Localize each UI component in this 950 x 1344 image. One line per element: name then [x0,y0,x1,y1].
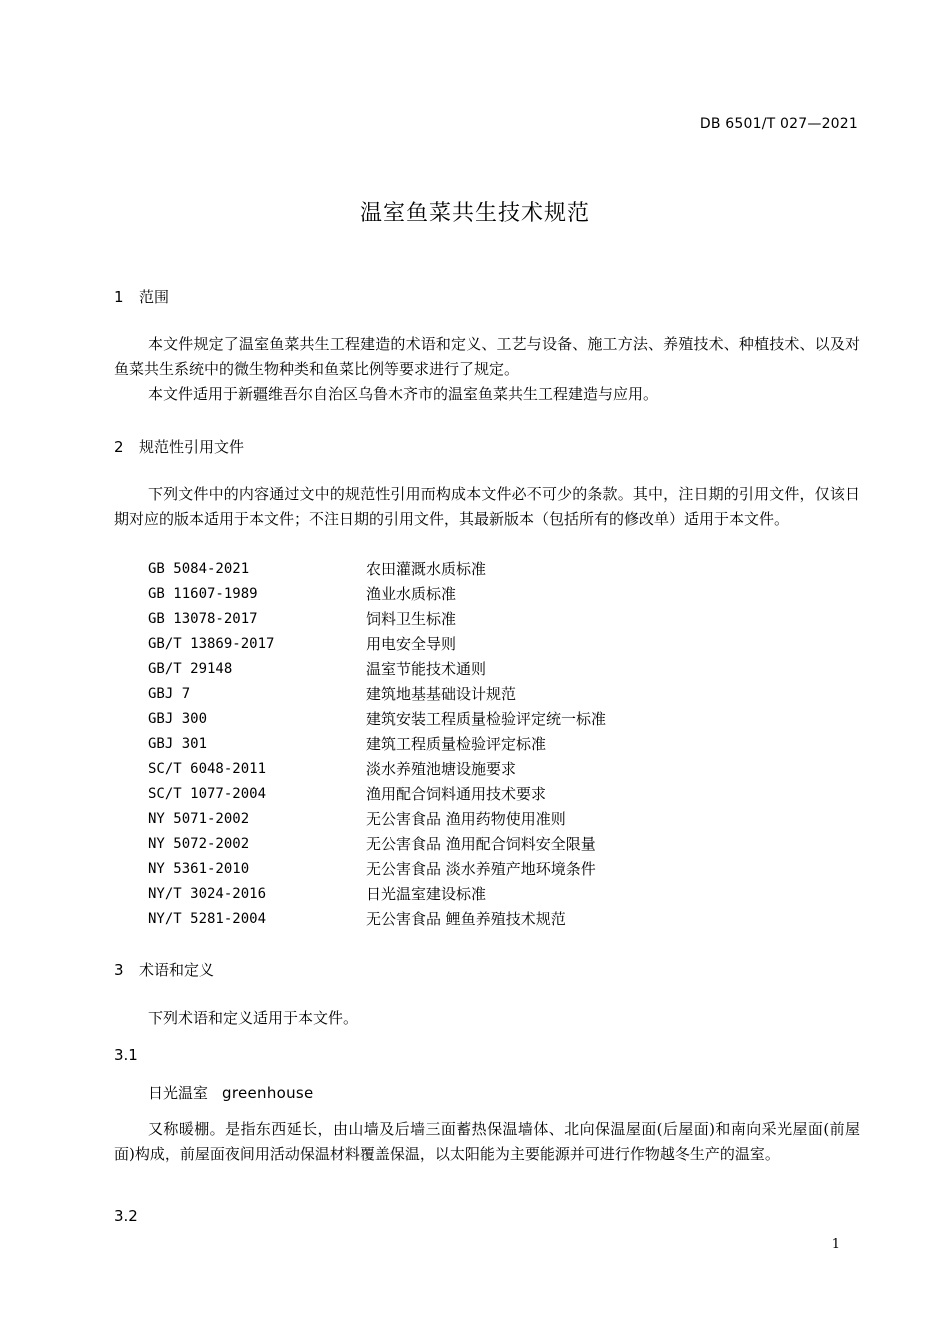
page-number: 1 [831,1237,840,1252]
clause-number-3-1: 3.1 [114,1046,138,1064]
section-heading-scope [114,286,169,307]
reference-item [148,557,860,582]
reference-name: 建筑工程质量检验评定标准 [366,735,547,753]
reference-code: GB 11607-1989 [148,586,258,602]
reference-item [148,807,860,832]
reference-item [148,682,860,707]
reference-item [148,707,860,732]
terms-intro-paragraph: 下列术语和定义适用于本文件。 [148,1009,359,1027]
reference-name: 建筑地基基础设计规范 [366,685,517,703]
clause-number-3-2: 3.2 [114,1207,138,1225]
term-english: greenhouse [222,1084,314,1102]
reference-code: NY 5071-2002 [148,811,250,827]
reference-item [148,582,860,607]
reference-code: SC/T 6048-2011 [148,761,267,777]
reference-name: 无公害食品 渔用药物使用准则 [366,810,566,828]
reference-code: GBJ 300 [148,711,208,727]
section-title: 规范性引用文件 [139,438,245,456]
term-definition: 又称暖棚。是指东西延长，由山墙及后墙三面蓄热保温墙体、北向保温屋面(后屋面)和南向采光屋面(前屋面)构成，前屋面夜间用活动保温材料覆盖保温，以太阳能为主要能源并可进行作物越冬生产的温室。 [114,1120,860,1163]
reference-item [148,907,860,932]
reference-code: GB 13078-2017 [148,611,258,627]
reference-name: 饲料卫生标准 [366,610,457,628]
reference-item [148,832,860,857]
scope-paragraph-1: 本文件规定了温室鱼菜共生工程建造的术语和定义、工艺与设备、施工方法、养殖技术、种植技术、以及对鱼菜共生系统中的微生物种类和鱼菜比例等要求进行了规定。 [114,335,860,378]
reference-code: NY 5072-2002 [148,836,250,852]
reference-item [148,657,860,682]
scope-paragraph-2: 本文件适用于新疆维吾尔自治区乌鲁木齐市的温室鱼菜共生工程建造与应用。 [148,385,659,403]
reference-item [148,632,860,657]
reference-code: GBJ 7 [148,686,191,702]
reference-name: 温室节能技术通则 [366,660,487,678]
section-title: 术语和定义 [139,961,215,979]
section-title: 范围 [139,288,170,306]
reference-code: SC/T 1077-2004 [148,786,267,802]
reference-item [148,607,860,632]
reference-code: GB/T 13869-2017 [148,636,275,652]
reference-name: 渔业水质标准 [366,585,457,603]
section-number: 3 [114,961,124,979]
term-chinese: 日光温室 [148,1084,209,1102]
reference-name: 用电安全导则 [366,635,457,653]
reference-name: 建筑安装工程质量检验评定统一标准 [366,710,607,728]
section-heading-terms-definitions [114,959,214,980]
reference-code: NY/T 5281-2004 [148,911,267,927]
reference-code: GB 5084-2021 [148,561,250,577]
reference-name: 农田灌溉水质标准 [366,560,487,578]
reference-name: 渔用配合饲料通用技术要求 [366,785,547,803]
section-number: 2 [114,438,124,456]
document-title: 温室鱼菜共生技术规范 [359,201,590,226]
reference-item [148,882,860,907]
reference-name: 无公害食品 渔用配合饲料安全限量 [366,835,596,853]
reference-item [148,732,860,757]
reference-item [148,782,860,807]
references-intro-paragraph: 下列文件中的内容通过文中的规范性引用而构成本文件必不可少的条款。其中，注日期的引用文件，仅该日期对应的版本适用于本文件；不注日期的引用文件，其最新版本（包括所有的修改单）适用于本文件。 [114,485,860,528]
reference-name: 日光温室建设标准 [366,885,487,903]
reference-item [148,857,860,882]
reference-name: 无公害食品 淡水养殖产地环境条件 [366,860,596,878]
reference-code: NY/T 3024-2016 [148,886,267,902]
reference-code: GBJ 301 [148,736,208,752]
reference-code: NY 5361-2010 [148,861,250,877]
standard-code: DB 6501/T 027—2021 [699,116,858,132]
reference-name: 淡水养殖池塘设施要求 [366,760,517,778]
section-number: 1 [114,288,124,306]
reference-name: 无公害食品 鲤鱼养殖技术规范 [366,910,566,928]
reference-list [148,557,860,932]
term-entry [148,1082,314,1103]
reference-item [148,757,860,782]
reference-code: GB/T 29148 [148,661,233,677]
section-heading-normative-references [114,436,244,457]
